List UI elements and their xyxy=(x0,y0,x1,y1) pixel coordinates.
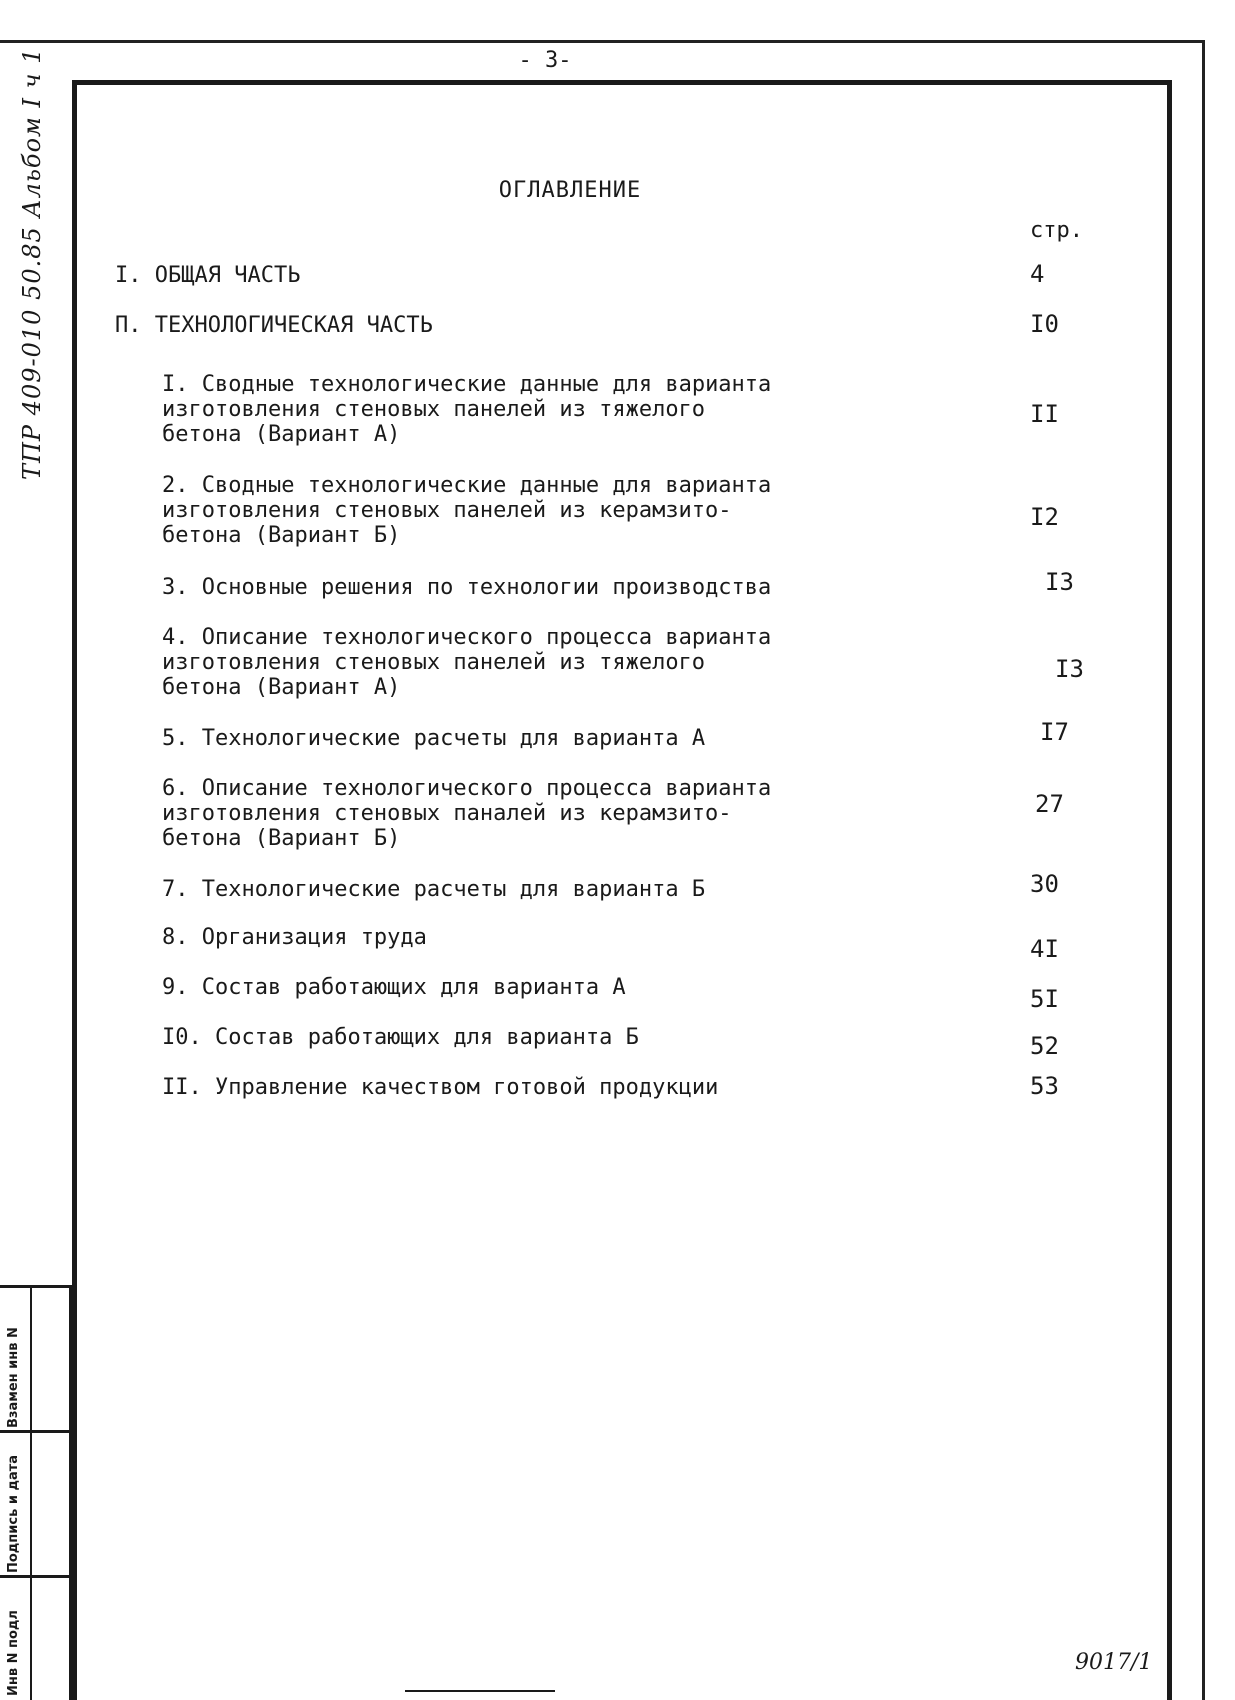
toc-entry-text: Описание технологического процесса варианта изготовления стеновых паналей из керамзито- бетона (Вариант Б) xyxy=(162,776,772,851)
toc-entry-page: I2 xyxy=(1030,503,1059,531)
toc-title: ОГЛАВЛЕНИЕ xyxy=(498,178,642,203)
toc-entry xyxy=(162,726,705,751)
toc-entry-number: 8. xyxy=(162,925,189,950)
toc-pages-header: стр. xyxy=(1030,218,1083,243)
toc-entry-number: 6. xyxy=(162,776,189,801)
toc-entry xyxy=(162,1025,639,1050)
toc-entry-number: I. xyxy=(115,263,142,288)
toc-entry-page: II xyxy=(1030,400,1059,428)
toc-entry-page: I7 xyxy=(1040,718,1069,746)
toc-entry-number: 3. xyxy=(162,575,189,600)
toc-entry-page: 5I xyxy=(1030,985,1059,1013)
toc-entry-text: Технологические расчеты для варианта А xyxy=(201,726,706,751)
toc-entry-text: Сводные технологические данные для варианта изготовления стеновых панелей из керамзито- бетона (Вариант Б) xyxy=(162,473,772,548)
toc-entry xyxy=(162,473,771,548)
toc-entry-page: 4I xyxy=(1030,935,1059,963)
toc-entry xyxy=(162,372,771,447)
toc-entry-text: Управление качеством готовой продукции xyxy=(215,1075,719,1100)
toc-entry-text: Состав работающих для варианта Б xyxy=(215,1025,639,1050)
toc-entry xyxy=(115,263,300,288)
toc-entry-number: П. xyxy=(115,313,142,338)
toc-entry-text: ОБЩАЯ ЧАСТЬ xyxy=(154,263,301,288)
toc-entry xyxy=(162,625,771,700)
sheet-code: 9017/1 xyxy=(1075,1650,1153,1675)
bottom-divider xyxy=(405,1690,555,1692)
toc-entry-page: 53 xyxy=(1030,1072,1059,1100)
toc-entry-text: Описание технологического процесса варианта изготовления стеновых панелей из тяжелого бетона (Вариант А) xyxy=(162,625,772,700)
toc-entry-text: Сводные технологические данные для варианта изготовления стеновых панелей из тяжелого бетона (Вариант А) xyxy=(162,372,772,447)
toc-entry-page: 52 xyxy=(1030,1032,1059,1060)
page-number: - 3- xyxy=(518,48,572,73)
toc-entry-page: 4 xyxy=(1030,260,1045,288)
toc-entry-text: Состав работающих для варианта А xyxy=(201,975,626,1000)
toc-entry-number: I. xyxy=(162,372,189,397)
stamp-label-signature: Подпись и дата xyxy=(6,1454,21,1573)
toc-entry xyxy=(162,975,626,1000)
toc-entry-number: I0. xyxy=(162,1025,202,1050)
toc-entry-page: I3 xyxy=(1045,568,1074,596)
stamp-label-replacement: Взамен инв N xyxy=(6,1327,21,1428)
stamp-cell-replacement xyxy=(0,1288,72,1433)
toc-entry xyxy=(162,575,771,600)
toc-entry xyxy=(162,1075,718,1100)
toc-entry-page: 30 xyxy=(1030,870,1059,898)
stamp-label-original: Инв N подл xyxy=(6,1610,21,1696)
toc-entry xyxy=(162,776,771,851)
stamp-cell-signature xyxy=(0,1433,72,1578)
toc-entry-page: I0 xyxy=(1030,310,1059,338)
toc-entry-number: II. xyxy=(162,1075,202,1100)
toc-entry-number: 7. xyxy=(162,877,189,902)
document-code-vertical: ТПР 409-010 50.85 Альбом I ч 1 xyxy=(18,47,46,480)
toc-entry-text: Основные решения по технологии производства xyxy=(201,575,772,600)
toc-entry-number: 9. xyxy=(162,975,189,1000)
toc-entry-page: I3 xyxy=(1055,655,1084,683)
registration-stamp xyxy=(0,1285,72,1697)
toc-entry-number: 4. xyxy=(162,625,189,650)
toc-entry-text: Организация труда xyxy=(201,925,427,950)
toc-entry-number: 2. xyxy=(162,473,189,498)
stamp-cell-original xyxy=(0,1578,72,1700)
toc-entry-number: 5. xyxy=(162,726,189,751)
toc-entry-page: 27 xyxy=(1035,790,1064,818)
toc-entry-text: ТЕХНОЛОГИЧЕСКАЯ ЧАСТЬ xyxy=(154,313,433,338)
toc-entry xyxy=(115,313,433,338)
toc-entry xyxy=(162,925,427,950)
toc-entry xyxy=(162,877,705,902)
toc-entry-text: Технологические расчеты для варианта Б xyxy=(201,877,706,902)
